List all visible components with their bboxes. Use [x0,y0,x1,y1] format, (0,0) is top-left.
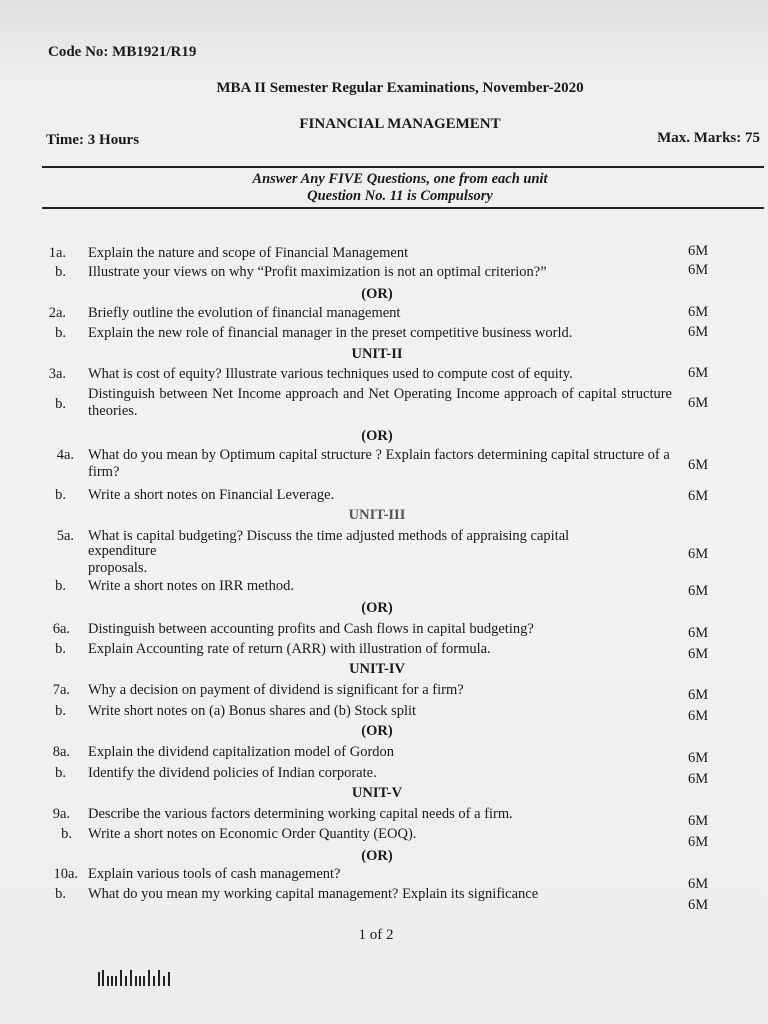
question-number: b. [55,703,66,719]
question-text: Write a short notes on Financial Leverage. [88,487,335,503]
max-marks: Max. Marks: 75 [657,130,760,146]
question-text: Explain various tools of cash management? [88,866,341,882]
code-number: Code No: MB1921/R19 [48,44,197,60]
question-number: 9a. [52,806,70,822]
question-marks: 6M [688,771,709,787]
question-marks: 6M [688,488,709,504]
or-separator: (OR) [361,848,393,864]
question-marks: 6M [688,546,709,562]
question-marks: 6M [688,625,709,641]
question-marks: 6M [688,897,709,913]
question-marks: 6M [688,395,709,411]
question-marks: 6M [688,304,709,320]
or-separator: (OR) [361,428,393,444]
question-text: Explain the dividend capitalization model of Gordon [88,744,395,760]
question-number: b. [61,826,72,842]
question-text: What do you mean my working capital management? Explain its significance [88,886,539,902]
question-marks: 6M [688,646,709,662]
question-number: b. [55,641,66,657]
question-marks: 6M [688,687,709,703]
question-text-line: proposals. [88,560,148,576]
question-text: Explain the nature and scope of Financial Management [88,245,409,261]
question-text-line: What is capital budgeting? Discuss the time adjusted methods of appraising capital [88,528,570,544]
question-text: Identify the dividend policies of Indian corporate. [88,765,377,781]
question-text: Describe the various factors determining working capital needs of a firm. [88,806,513,822]
or-separator: (OR) [361,723,393,739]
unit-heading: UNIT-IV [349,661,405,677]
question-text: Briefly outline the evolution of financial management [88,305,401,321]
question-number: b. [55,325,66,341]
question-marks: 6M [688,813,709,829]
question-text: Why a decision on payment of dividend is significant for a firm? [88,682,464,698]
question-marks: 6M [688,243,709,259]
question-marks: 6M [688,365,709,381]
question-marks: 6M [688,457,709,473]
unit-heading: UNIT-II [351,346,403,362]
question-marks: 6M [688,834,709,850]
question-number: 10a. [53,866,78,882]
question-text: What is cost of equity? Illustrate various techniques used to compute cost of equity. [88,366,573,382]
question-number: 4a. [56,447,74,463]
question-marks: 6M [688,324,709,340]
question-number: 2a. [48,305,66,321]
exam-title: MBA II Semester Regular Examinations, November-2020 [216,80,584,96]
barcode-icon [98,970,174,986]
question-marks: 6M [688,708,709,724]
question-number: b. [55,886,66,902]
question-number: b. [55,487,66,503]
subject-title: FINANCIAL MANAGEMENT [299,116,501,132]
question-text: Explain the new role of financial manager in the preset competitive business world. [88,325,573,341]
top-rule [42,166,764,168]
question-number: 1a. [48,245,66,261]
question-marks: 6M [688,262,709,278]
question-number: 7a. [52,682,70,698]
question-marks: 6M [688,750,709,766]
page-number: 1 of 2 [358,927,394,943]
bottom-rule [42,207,764,209]
or-separator: (OR) [361,286,393,302]
question-marks: 6M [688,583,709,599]
question-marks: 6M [688,876,709,892]
question-text: Write short notes on (a) Bonus shares and (b) Stock split [88,703,417,719]
question-number: 3a. [48,366,66,382]
unit-heading: UNIT-III [348,507,406,523]
question-number: b. [55,264,66,280]
question-text: Illustrate your views on why “Profit maximization is not an optimal criterion?” [88,264,547,280]
or-separator: (OR) [361,600,393,616]
question-text: What do you mean by Optimum capital structure ? Explain factors determining capital structure of a firm? [88,447,670,480]
instruction-line-1: Answer Any FIVE Questions, one from each unit [252,171,548,187]
question-text: Explain Accounting rate of return (ARR) with illustration of formula. [88,641,491,657]
question-text: Write a short notes on IRR method. [88,578,295,594]
question-text: Write a short notes on Economic Order Quantity (EOQ). [88,826,417,842]
question-text: Distinguish between Net Income approach and Net Operating Income approach of capital structure theories. [88,386,672,419]
unit-heading: UNIT-V [351,785,403,801]
question-number: b. [55,396,66,412]
question-text-line: expenditure [88,543,157,559]
question-number: 6a. [52,621,70,637]
question-number: b. [55,578,66,594]
question-number: 5a. [56,528,74,544]
question-number: 8a. [52,744,70,760]
instruction-line-2: Question No. 11 is Compulsory [307,188,493,204]
question-text: Distinguish between accounting profits and Cash flows in capital budgeting? [88,621,534,637]
exam-duration: Time: 3 Hours [46,132,140,148]
question-number: b. [55,765,66,781]
